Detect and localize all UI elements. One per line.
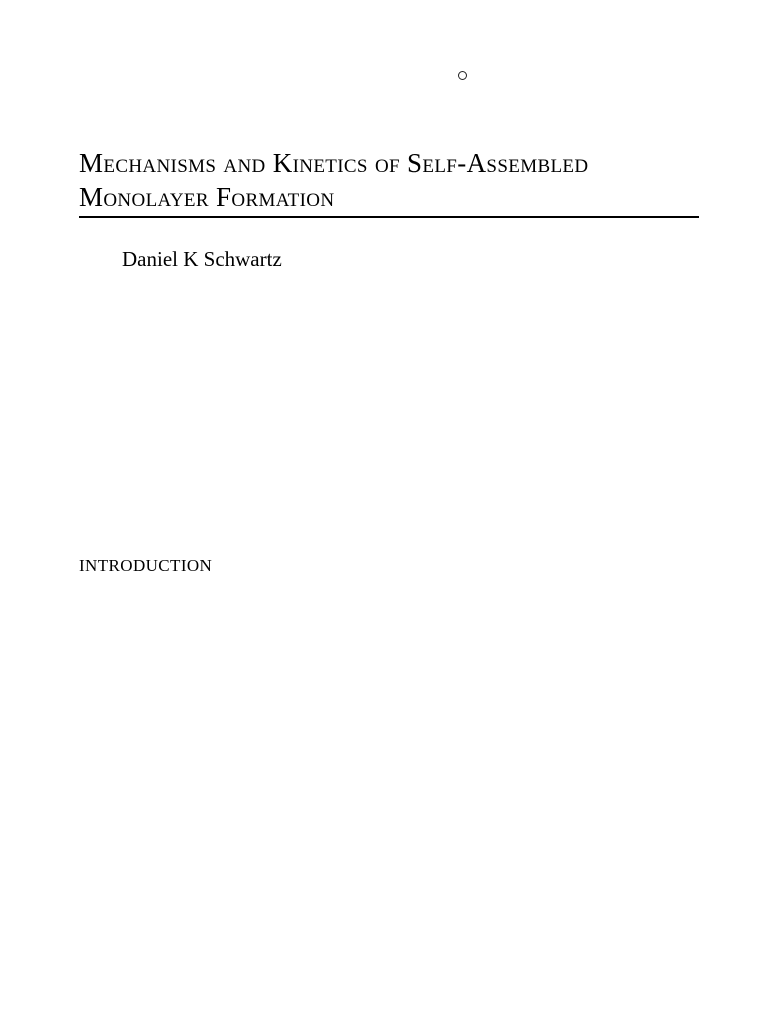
title-underline-rule [79, 216, 699, 218]
paper-title: Mechanisms and Kinetics of Self-Assembled Monolayer Formation [79, 148, 589, 212]
author-name: Daniel K Schwartz [122, 247, 282, 271]
page-marker-circle [458, 71, 467, 80]
section-heading-introduction: INTRODUCTION [79, 556, 213, 575]
